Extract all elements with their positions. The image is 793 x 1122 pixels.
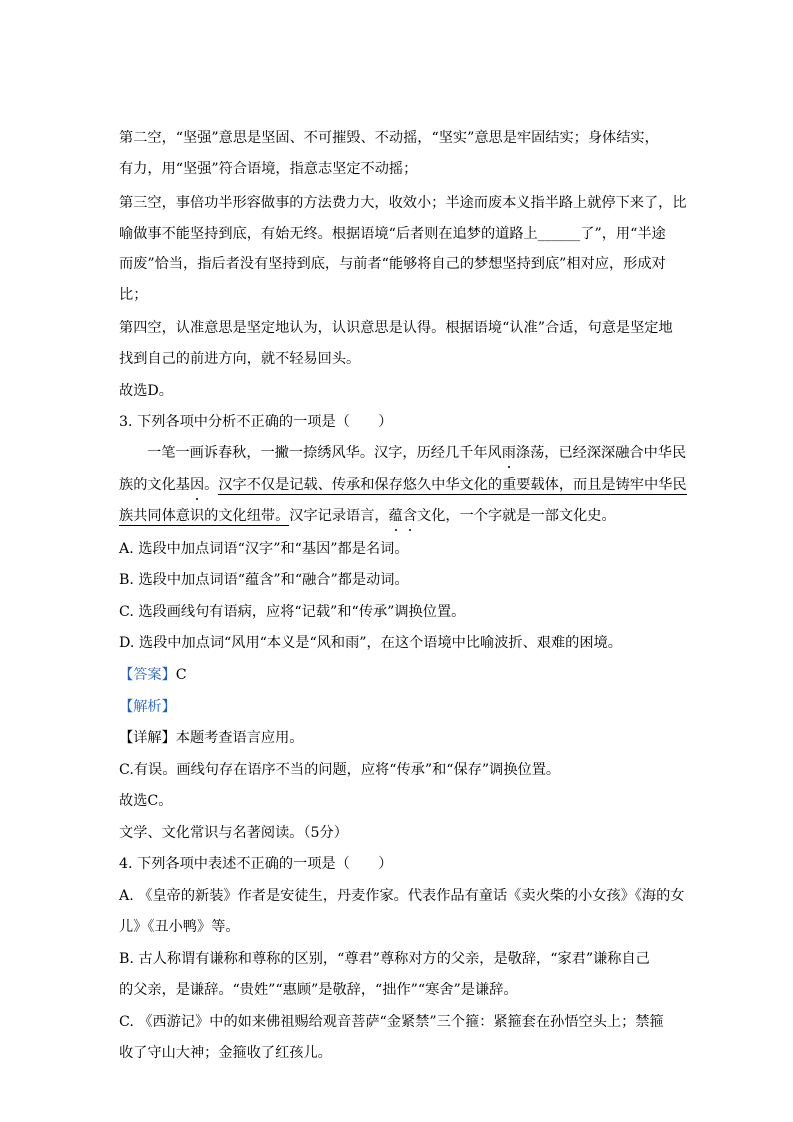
dotted-char: 雨: [501, 445, 516, 461]
option-b: B. 选段中加点词语“蕴含”和“融合”都是动词。: [119, 572, 409, 588]
answer-line: [119, 665, 679, 685]
passage-text: 。: [204, 477, 219, 493]
dotted-char: 因: [189, 477, 205, 493]
option-c: C. 选段画线句有语病，应将“记载”和“传承”调换位置。: [119, 604, 466, 620]
passage-text: 汉字记录语言，: [289, 508, 389, 524]
text-line: 第二空，“坚强”意思是坚固、不可摧毁、不动摇，“坚实”意思是牢固结实；身体结实，: [119, 130, 659, 146]
analysis-label: 【解析】: [119, 699, 176, 715]
text-line: 比；: [119, 287, 148, 303]
q4-option-c-cont: 收了守山大神；金箍收了红孩儿。: [119, 1045, 332, 1061]
q4-option-c: C. 《西游记》中的如来佛祖赐给观音菩萨“金紧禁”三个箍：紧箍套在孙悟空头上；禁箍: [119, 1014, 664, 1030]
passage-text: 族的文化基: [119, 477, 190, 493]
text-line: 第四空，认准意思是坚定地认为，认识意思是认得。根据语境“认准”合适，句意是坚定地: [119, 320, 673, 336]
choose-line: 故选C。: [119, 793, 173, 809]
section-heading: 文学、文化常识与名著阅读。（5分）: [119, 825, 348, 841]
passage-text: 一笔一画诉春秋，一撇一捺绣风华。汉字，历经几千年风: [147, 445, 502, 461]
q4-option-a: A. 《皇帝的新装》作者是安徒生，丹麦作家。代表作品有童话《卖火柴的小女孩》《海的女: [119, 888, 685, 904]
text-line: 故选D。: [119, 383, 173, 399]
answer-label: 【答案】: [119, 667, 176, 683]
underlined-sentence: 族共同体意识的文化纽带。: [119, 508, 290, 524]
answer-value: C: [175, 667, 187, 683]
option-a: A. 选段中加点词语“汉字”和“基因”都是名词。: [119, 541, 409, 557]
passage-text: 文化，一个字就是一部文化史。: [417, 508, 616, 524]
text-line: 找到自己的前进方向，就不轻易回头。: [119, 351, 361, 367]
q4-option-b: B. 古人称谓有谦称和尊称的区别，“尊君”尊称对方的父亲，是敬辞，“家君”谦称自己: [119, 951, 650, 967]
text-line: 第三空，事倍功半形容做事的方法费力大，收效小；半途而废本义指半路上就停下来了，比: [119, 195, 687, 211]
underlined-sentence: 汉字不仅是记载、传承和保存悠久中华文化的重要载体，而且是铸牢中华民: [218, 477, 687, 493]
passage-line-1: [147, 443, 707, 463]
passage-line-2: [119, 475, 687, 495]
passage-line-3: [119, 506, 679, 526]
q4-option-b-cont: 的父亲，是谦辞。“贵姓”“惠顾”是敬辞，“拙作”“寒舍”是谦辞。: [119, 982, 518, 998]
explain-line: C.有误。画线句存在语序不当的问题，应将“传承”和“保存”调换位置。: [119, 762, 561, 778]
question-4-title: 4. 下列各项中表述不正确的一项是（ ）: [119, 856, 393, 872]
option-d: D. 选段中加点词“风用“本义是“风和雨”，在这个语境中比喻波折、艰难的困境。: [119, 635, 622, 651]
dotted-char: 含: [402, 508, 417, 524]
passage-text: 涤荡，已经深深融合中华民: [515, 445, 687, 461]
detail-line: 【详解】本题考查语言应用。: [119, 730, 304, 746]
dotted-char: 蕴: [388, 508, 403, 524]
text-line: 而废”恰当，指后者没有坚持到底，与前者“能够将自己的梦想坚持到底”相对应，形成对: [119, 256, 666, 272]
text-line: 有力，用“坚强”符合语境，指意志坚定不动摇；: [119, 161, 418, 177]
text-line: 喻做事不能坚持到底，有始无终。根据语境“后者则在追梦的道路上______了”，用“半途: [119, 226, 666, 242]
question-3-title: 3. 下列各项中分析不正确的一项是（ ）: [119, 414, 393, 430]
q4-option-a-cont: 儿》《丑小鸭》等。: [119, 919, 240, 935]
